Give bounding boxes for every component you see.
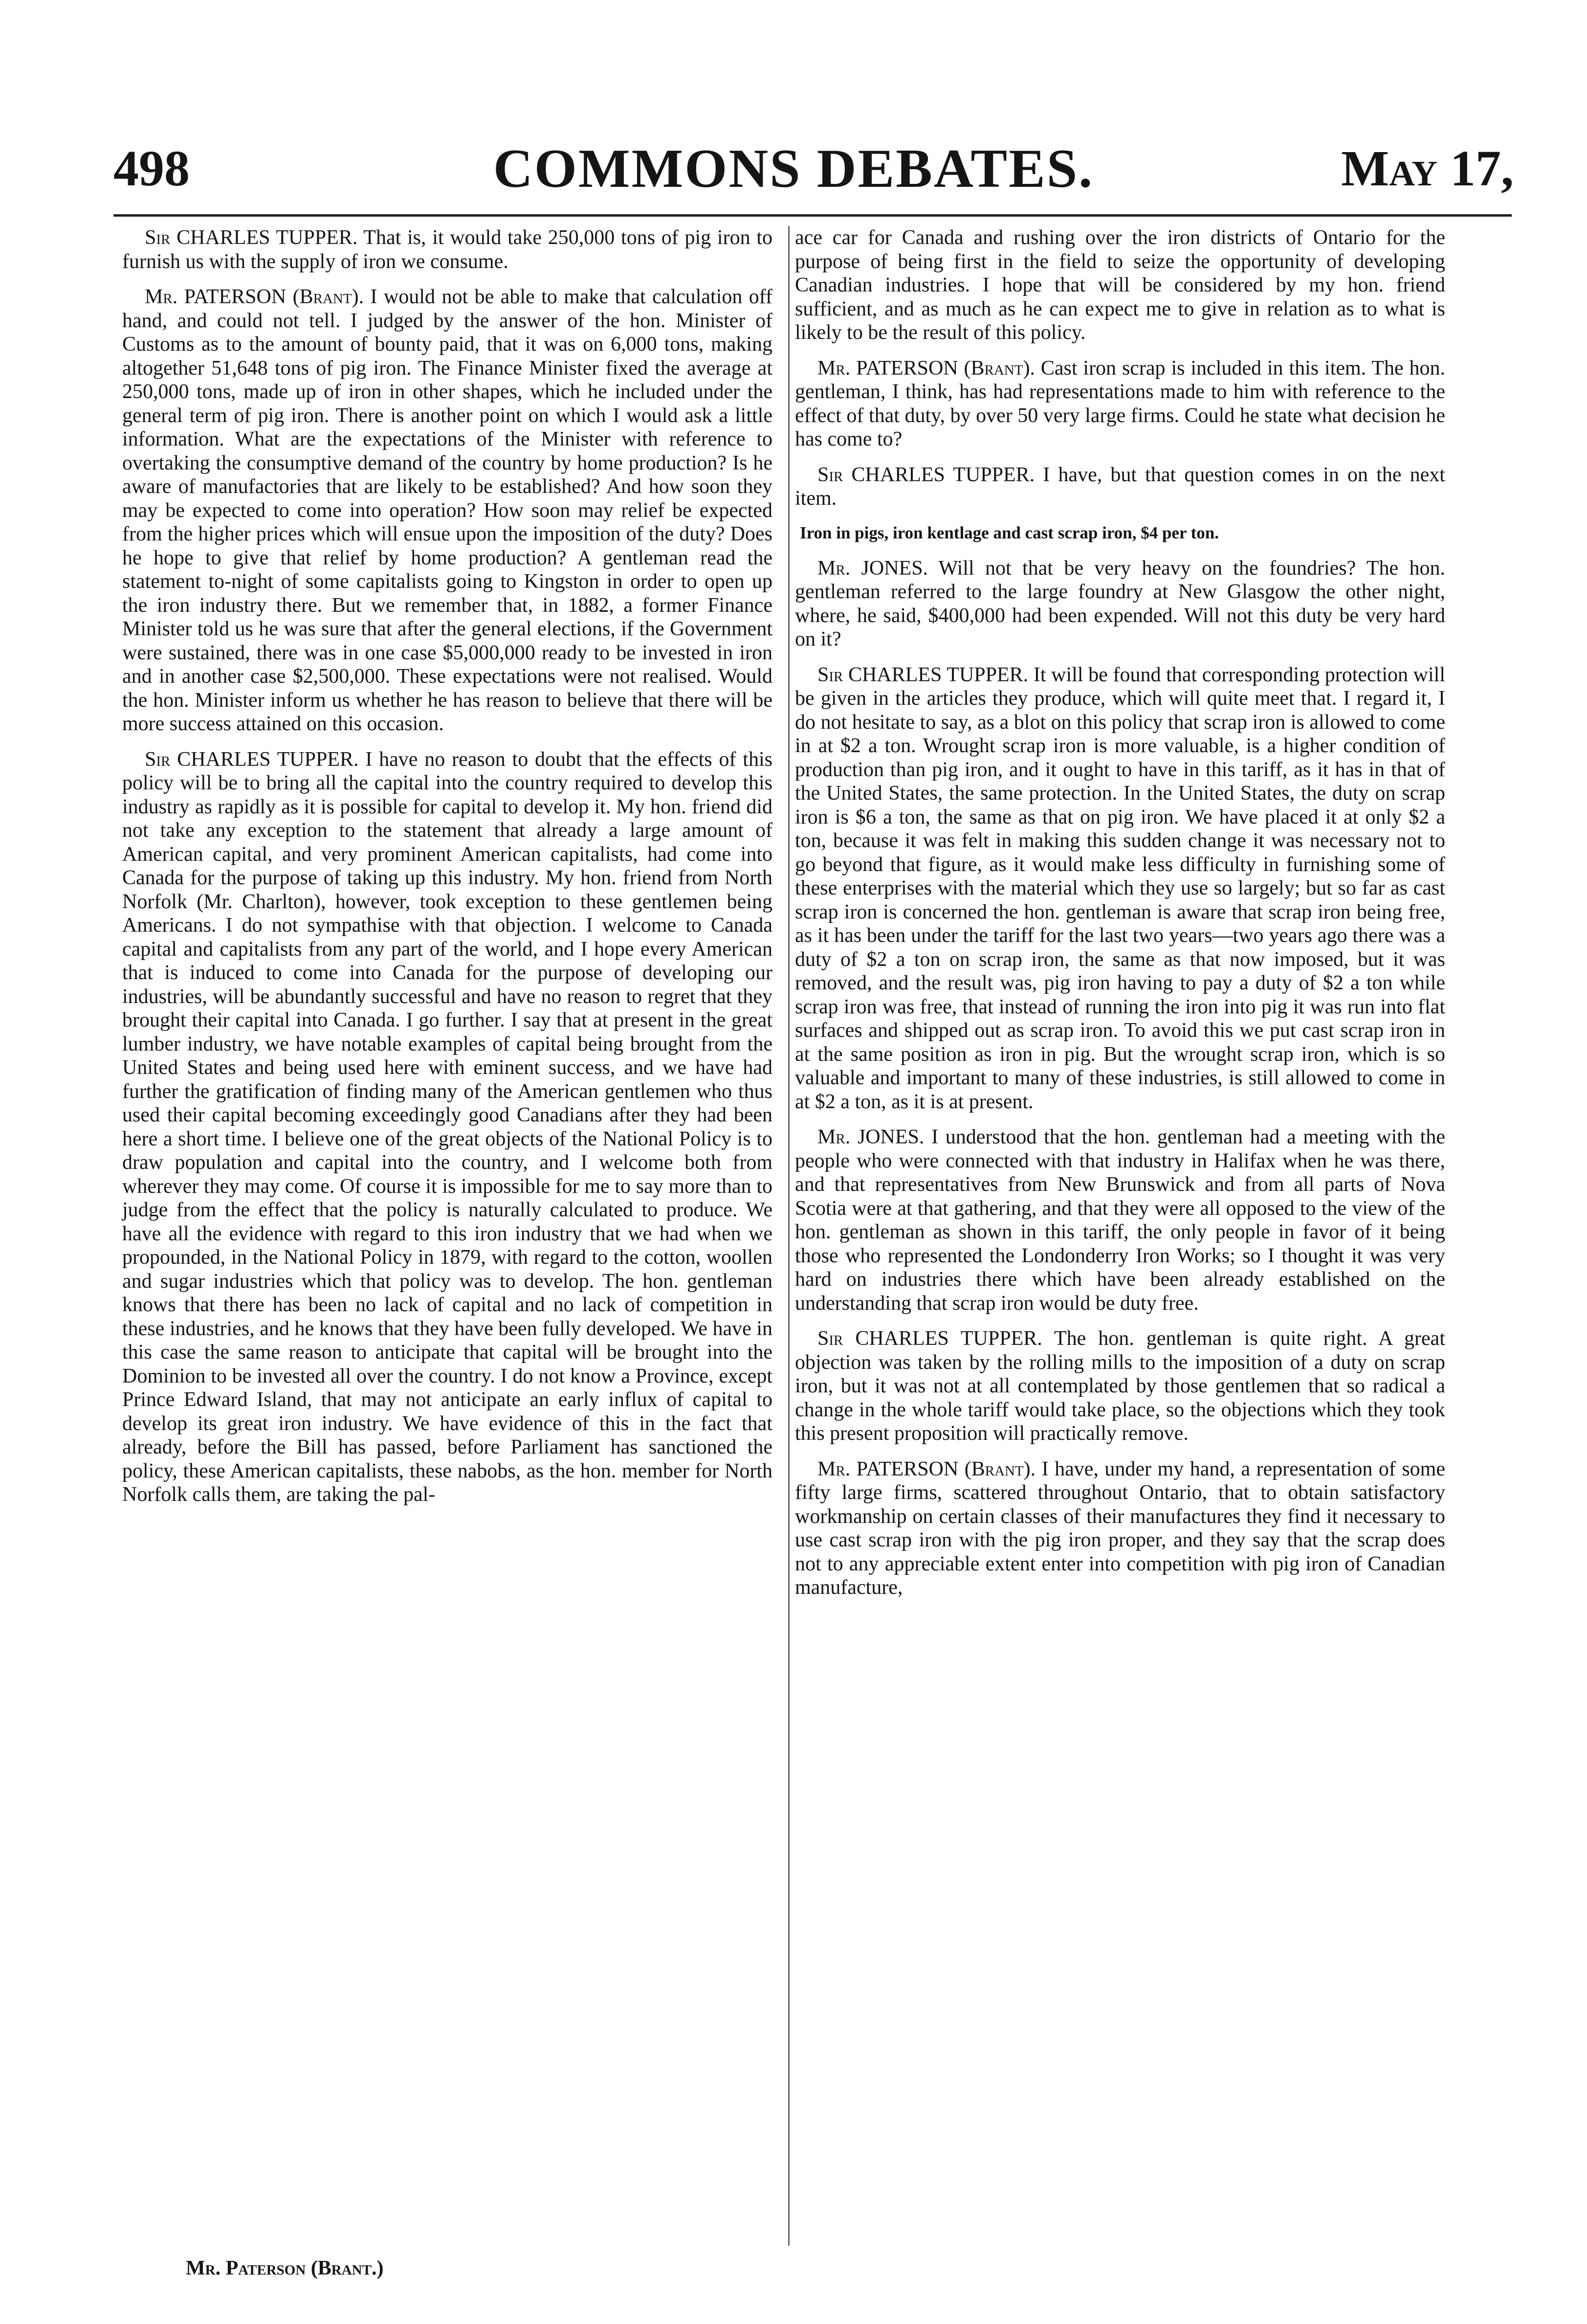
paragraph-text: I have, but that question comes in on the next item. [795,463,1445,510]
paragraph-text: Cast iron scrap is included in this item. The hon. gentleman, I think, has had representations made to him with reference to the effect of that duty, by over 50 very large firms. Could he state what decision he has come to? [795,357,1445,450]
speaker-name: Mr. JONES. [817,1126,925,1148]
paragraph [795,1125,1445,1315]
speaker-name: Sir CHARLES TUPPER. [145,748,359,771]
right-column [795,226,1445,1611]
paragraph-text: Will not that be very heavy on the foundries? The hon. gentleman referred to the large foundry at New Glasgow the other night, where, he said, $400,000 had been expended. Will not this duty be very hard on it? [795,557,1445,650]
column-divider [788,226,790,2246]
paragraph [122,285,772,736]
paragraph-text: ace car for Canada and rushing over the iron districts of Ontario for the purpose of being first in the field to seize the opportunity of developing Canadian industries. I hope that will be considered by my hon. friend sufficient, and as much as he can expect me to give in relation as to what is likely to be the result of this policy. [795,226,1445,344]
paragraph-text: I have no reason to doubt that the effects of this policy will be to bring all the capital into the country required to develop this industry as rapidly as it is possible for capital to develop it. My hon. friend did not take any exception to the statement that already a large amount of American capital, and very prominent American capitalists, had come into Canada for the purpose of taking up this industry. My hon. friend from North Norfolk (Mr. Charlton), however, took exception to these gentlemen being Americans. I do not sympathise with that objection. I welcome to Canada capital and capitalists from any part of the world, and I hope every American that is induced to come into Canada for the purpose of developing our industries, will be abundantly successful and have no reason to regret that they brought their capital into Canada. I go further. I say that at present in the great lumber industry, we have notable examples of capital being brought from the United States and being used here with eminent success, and we have had further the gratification of finding many of the American gentlemen who thus used their capital becoming exceedingly good Canadians after they had been here a short time. I believe one of the great objects of the National Policy is to draw population and capital into the country, and I welcome both from wherever they may come. Of course it is impossible for me to say more than to judge from the effect that the policy is naturally calculated to produce. We have all the evidence with regard to this iron industry that we had when we propounded, in the National Policy in 1879, with regard to the cotton, woollen and sugar industries which that policy was to develop. The hon. gentleman knows that there has been no lack of capital and no lack of competition in these industries, and he knows that they have been fully developed. We have in this case the same reason to anticipate that capital will be brought into the Dominion to be invested all over the country. I do not know a Province, except Prince Edward Island, that may not anticipate an early influx of capital to develop its great iron industry. We have evidence of this in the fact that already, before the Bill has passed, before Parliament has sanctioned the policy, these American capitalists, these nabobs, as the hon. member for North Norfolk calls them, are taking the pal- [122,748,772,1506]
paragraph [795,1457,1445,1600]
paragraph [795,1327,1445,1446]
speaker-name: Sir CHARLES TUPPER. [817,1327,1042,1350]
paragraph [795,463,1445,511]
speaker-name: Mr. PATERSON (Brant). [817,357,1035,380]
tariff-item-text: Iron in pigs, iron kentlage and cast scrap iron, $4 per ton. [800,523,1219,542]
paragraph [795,663,1445,1114]
paragraph-text: That is, it would take 250,000 tons of pig iron to furnish us with the supply of iron we consume. [122,226,772,273]
paragraph [795,557,1445,651]
page-title: COMMONS DEBATES. [493,138,1094,199]
header-date: May 17, [1341,140,1514,197]
speaker-name: Mr. JONES. [817,557,928,580]
paragraph [122,226,772,273]
paragraph-text: It will be found that corresponding protection will be given in the articles they produce, which will quite meet that. I regard it, I do not hesitate to say, as a blot on this policy that scrap iron is allowed to come in at $2 a ton. Wrought scrap iron is more valuable, is a higher condition of production than pig iron, and it ought to have in this tariff, as it has in that of the United States, the same protection. In the United States, the duty on scrap iron is $6 a ton, the same as that on pig iron. We have placed it at only $2 a ton, because it was felt in making this sudden change it was necessary not to go beyond that figure, as it would make less difficulty in furnishing some of these enterprises with the material which they use so largely; but so far as cast scrap iron is concerned the hon. gentleman is aware that scrap iron being free, as it has been under the tariff for the last two years—two years ago there was a duty of $2 a ton on scrap iron, the same as that now imposed, but it was removed, and the result was, pig iron having to pay a duty of $2 a ton while scrap iron was free, that instead of running the iron into pig it was run into flat surfaces and shipped out as scrap iron. To avoid this we put cast scrap iron in at the same position as iron in pig. But the wrought scrap iron, which is so valuable and important to many of these industries, is still allowed to come in at $2 a ton, as it is at present. [795,663,1445,1113]
page-header [0,132,1587,205]
paragraph-text: I have, under my hand, a representation of some fifty large firms, scattered throughout Ontario, that to obtain satisfactory workmanship on certain classes of their manufactures they find it necessary to use cast scrap iron with the pig iron proper, and they say that the scrap does not to any appreciable extent enter into competition with pig iron of Canadian manufacture, [795,1457,1445,1599]
paragraph [795,357,1445,451]
paragraph [122,748,772,1507]
paragraph [795,226,1445,345]
speaker-name: Mr. PATERSON (Brant). [145,286,364,308]
paragraph-text: I understood that the hon. gentleman had a meeting with the people who were connected with that industry in Halifax when he was there, and that representatives from New Brunswick and from all parts of Nova Scotia were at that gathering, and that they were all opposed to the view of the hon. gentleman as shown in this tariff, the only people in favor of it being those who represented the Londonderry Iron Works; so I thought it was very hard on industries there which have been already established on the understanding that scrap iron would be duty free. [795,1126,1445,1315]
paragraph-text: The hon. gentleman is quite right. A great objection was taken by the rolling mills to the imposition of a duty on scrap iron, but it was not at all contemplated by those gentlemen that so radical a change in the whole tariff would take place, so the objections which they took this present proposition will practically remove. [795,1327,1445,1445]
header-rule [113,214,1512,217]
speaker-name: Sir CHARLES TUPPER. [145,226,358,249]
footer-speaker-note: Mr. Paterson (Brant.) [186,2257,384,2279]
speaker-name: Sir CHARLES TUPPER. [817,463,1035,486]
speaker-name: Sir CHARLES TUPPER. [817,663,1029,686]
paragraph-text: I would not be able to make that calculation off hand, and could not tell. I judged by the answer of the hon. Minister of Customs as to the amount of bounty paid, that it was on 6,000 tons, making altogether 51,648 tons of pig iron. The Finance Minister fixed the average at 250,000 tons, made up of iron in other shapes, which he included under the general term of pig iron. There is another point on which I would ask a little information. What are the expectations of the Minister with reference to overtaking the consumptive demand of the country by home production? Is he aware of manufactories that are likely to be established? And how soon they may be expected to come into operation? How soon may relief be expected from the higher prices which will ensue upon the imposition of the duty? Does he hope to give that relief by home production? A gentleman read the statement to-night of some capitalists going to Kingston in order to open up the iron industry there. But we remember that, in 1882, a former Finance Minister told us he was sure that after the general elections, if the Government were sustained, there was in one case $5,000,000 ready to be invested in iron and in another case $2,500,000. These expectations were not realised. Would the hon. Minister inform us whether he has reason to believe that there will be more success attained on this occasion. [122,286,773,735]
page-number: 498 [113,140,190,197]
speaker-name: Mr. PATERSON (Brant). [817,1457,1036,1480]
left-column [122,226,772,1519]
tariff-item [800,522,1445,544]
